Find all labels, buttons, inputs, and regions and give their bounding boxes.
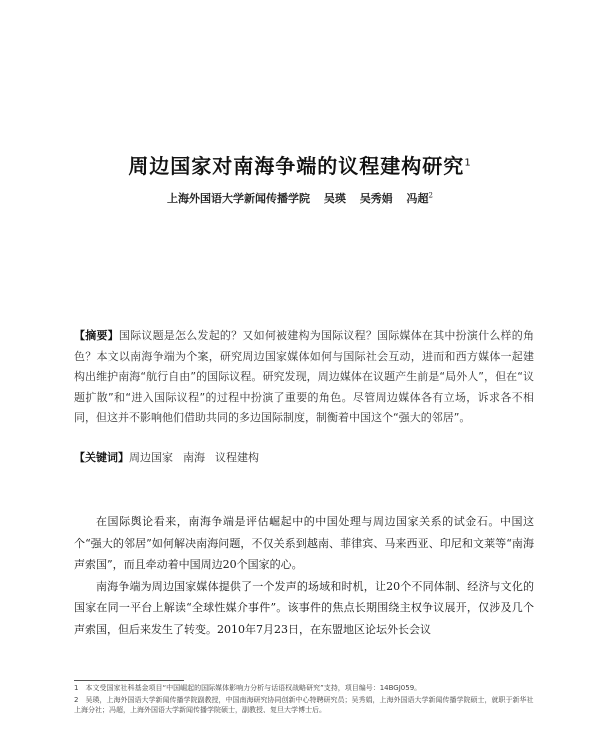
keyword-3: 议程建构	[215, 451, 259, 464]
body-paragraph-2: 南海争端为周边国家媒体提供了一个发声的场域和时机，让20个不同体制、经济与文化的国家在同一平台上解读“全球性媒介事件”。该事件的焦点长期围绕主权争议展开，仅涉及几个声索国，但后来发生了转变。2010年7月23日，在东盟地区论坛外长会议	[74, 579, 534, 636]
abstract-label: 【摘要】	[74, 329, 119, 342]
footnotes	[74, 683, 534, 717]
author-3-name: 冯超	[406, 192, 429, 205]
author-2: 吴秀娟	[359, 192, 393, 205]
footnote-1: 1 本文受国家社科基金项目“中国崛起的国际媒体影响力分析与话语权战略研究”支持，项目编号：14BGJ059。	[74, 684, 422, 692]
keyword-1: 周边国家	[129, 451, 173, 464]
paper-title	[0, 150, 600, 179]
footnote-divider	[74, 680, 184, 681]
title-footnote-mark: 1	[464, 157, 472, 169]
keyword-2: 南海	[183, 451, 205, 464]
keywords-label: 【关键词】	[74, 451, 129, 464]
author-3	[407, 192, 433, 205]
abstract-text: 国际议题是怎么发起的？又如何被建构为国际议程？国际媒体在其中扮演什么样的角色？本文以南海争端为个案，研究周边国家媒体如何与国际社会互动，进而和西方媒体一起建构出维护南海“航行自由”的国际议程。研究发现，周边媒体在议题产生前是“局外人”，但在“议题扩散”和“进入国际议程”的过程中扮演了重要的角色。尽管周边媒体各有立场，诉求各不相同，但这并不影响他们借助共同的多边国际制度，制衡着中国这个“强大的邻居”。	[74, 329, 535, 424]
body-paragraph-1: 在国际舆论看来，南海争端是评估崛起中的中国处理与周边国家关系的试金石。中国这个“强大的邻居”如何解决南海问题，不仅关系到越南、菲律宾、马来西亚、印尼和文莱等“南海声索国”，而且牵动着中国周边20个国家的心。	[74, 515, 534, 571]
author-footnote-mark: 2	[428, 191, 433, 200]
paper-title-text: 周边国家对南海争端的议程建构研究	[128, 154, 465, 178]
keywords	[74, 449, 269, 465]
affiliation: 上海外国语大学新闻传播学院	[167, 192, 310, 205]
author-1: 吴瑛	[323, 192, 346, 205]
body-text	[74, 511, 534, 640]
footnote-2: 2 吴瑛，上海外国语大学新闻传播学院副教授，中国南海研究协同创新中心特聘研究员；吴秀娟，上海外国语大学新闻传播学院硕士，就职于新华社上海分社；冯超，上海外国语大学新闻传播学院硕士，副教授、复旦大学博士后。	[74, 695, 534, 714]
author-line	[0, 190, 600, 206]
abstract	[74, 326, 534, 429]
